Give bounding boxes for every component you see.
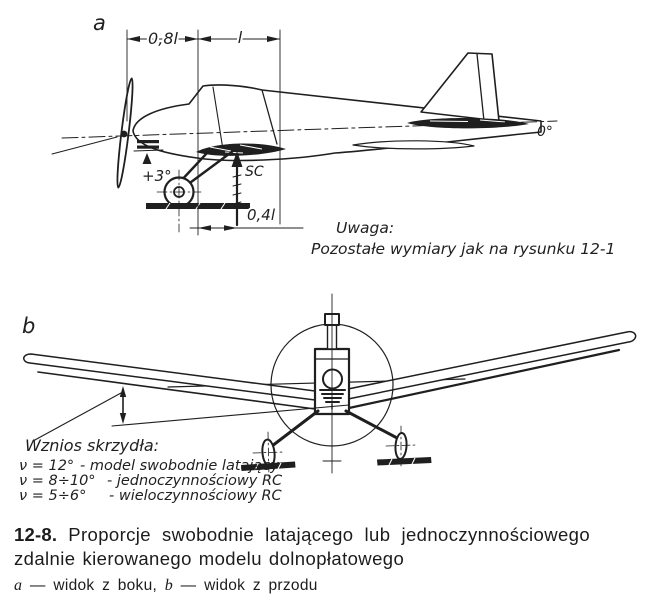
dihedral-desc-3: - wieloczynnościowy RC: [109, 488, 282, 504]
dihedral-arrowhead-down: [120, 413, 126, 424]
right-wing: [348, 332, 636, 399]
dim-arrowhead: [198, 36, 211, 42]
cg-arrow: [232, 151, 243, 225]
cg-dimension: [190, 206, 303, 231]
dim-arrowhead: [127, 36, 140, 42]
figure-caption: [14, 524, 652, 595]
caption-title-1: Proporcje swobodnie latającego lub jednoczynnościowego: [68, 524, 591, 545]
legend-text-a: — widok z boku,: [29, 577, 158, 594]
front-view: [19, 294, 636, 504]
note-title: Uwaga:: [336, 219, 395, 237]
dim-arrowhead: [185, 36, 198, 42]
dim-arrowhead: [198, 225, 211, 231]
caption-title-2: zdalnie kierowanego modelu dolnopłatowego: [14, 548, 405, 569]
right-wing-trailing-edge: [349, 350, 619, 408]
dihedral-desc-2: - jednoczynnościowy RC: [107, 473, 283, 489]
dihedral-value-3: ν = 5÷6°: [19, 488, 87, 504]
dihedral-value-1: ν = 12°: [19, 458, 75, 474]
vertical-fin: [421, 53, 499, 121]
caption-number: 12-8.: [14, 524, 58, 545]
note-block: [311, 219, 615, 258]
datum-arrowhead: [143, 153, 152, 164]
datum-bar: [137, 146, 159, 149]
dihedral-arrowhead-up: [120, 386, 126, 397]
gear-leg-right: [346, 411, 399, 439]
dim-label-l: l: [237, 28, 243, 47]
note-body: Pozostałe wymiary jak na rysunku 12-1: [311, 240, 616, 258]
side-view: [52, 11, 557, 235]
view-a-label: a: [93, 11, 106, 35]
caption-line-1: [14, 524, 652, 546]
right-ground-line: [377, 457, 432, 466]
dihedral-desc-1: - model swobodnie latający: [80, 458, 279, 474]
dim-arrowhead: [267, 36, 280, 42]
dihedral-heading: Wznios skrzydła:: [25, 436, 160, 455]
dim-label-04l: 0,4l: [247, 206, 276, 224]
datum-bar: [137, 140, 159, 143]
dim-arrowhead: [224, 225, 237, 231]
view-b-label: b: [22, 314, 36, 338]
cg-label: SC: [245, 164, 264, 180]
stab-incidence-label: 0°: [537, 124, 553, 140]
wing-incidence-label: +3°: [142, 167, 172, 185]
legend-text-b: — widok z przodu: [180, 577, 318, 594]
dihedral-value-2: ν = 8÷10°: [19, 473, 96, 489]
leader-line: [33, 393, 121, 441]
thrust-line: [52, 137, 117, 154]
legend-key-b: b: [164, 577, 174, 594]
dim-label-08l: 0,8l: [148, 29, 178, 48]
caption-legend: [14, 577, 652, 595]
legend-key-a: a: [14, 577, 23, 594]
spinner-front: [323, 370, 342, 389]
gear-leg-left: [272, 411, 318, 446]
